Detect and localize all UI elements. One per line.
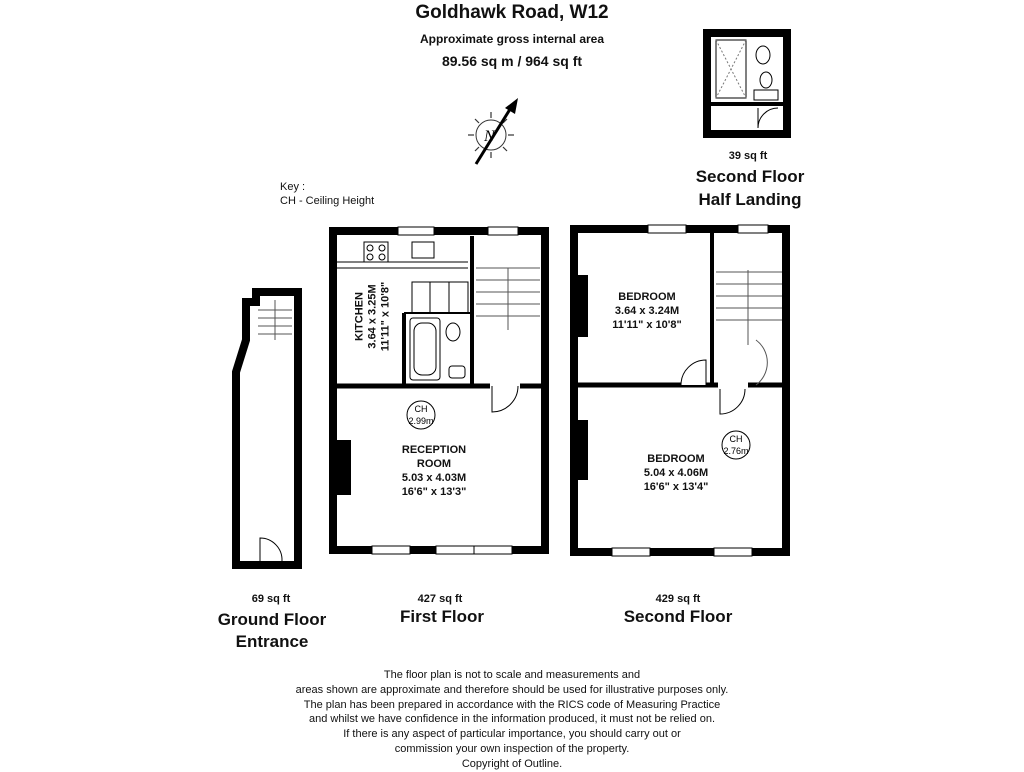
kitchen-name: KITCHEN (353, 292, 366, 341)
disclaimer-line: and whilst we have confidence in the information produced, it must not be relied on. (308, 713, 716, 726)
disclaimer-line: The plan has been prepared in accordance with the RICS code of Measuring Practice (303, 698, 721, 711)
bedroom-back-imperial: 11'11" x 10'8" (612, 319, 682, 331)
kitchen-metric: 3.64 x 3.25M (366, 284, 379, 349)
ground-floor-caption (182, 609, 362, 653)
half-landing-plan (707, 33, 787, 134)
bedroom-front-imperial: 16'6" x 13'4" (643, 481, 709, 493)
compass-rose-icon (468, 98, 518, 164)
second-floor-sqft: 429 sq ft (655, 593, 701, 605)
reception-metric: 5.03 x 4.03M (401, 472, 467, 484)
bedroom-front-metric: 5.04 x 4.06M (643, 467, 709, 479)
ch-label-second: CH (729, 434, 743, 444)
kitchen-label (345, 272, 395, 352)
ch-value: 2.99m (408, 416, 434, 426)
kitchen-imperial: 11'11" x 10'8" (379, 281, 392, 352)
half-landing-name: Second Floor (695, 167, 805, 186)
bedroom-back-metric: 3.64 x 3.24M (614, 305, 680, 317)
first-floor-sqft: 427 sq ft (417, 593, 463, 605)
ground-floor-name: Ground Floor (217, 610, 327, 629)
disclaimer-line: The floor plan is not to scale and measurements and (383, 669, 641, 681)
disclaimer-line: areas shown are approximate and therefore should be used for illustrative purposes only. (295, 683, 729, 696)
compass-letter: N (484, 128, 495, 145)
second-floor-name: Second Floor (623, 607, 733, 626)
half-landing-sub: Half Landing (698, 190, 802, 209)
reception-imperial: 16'6" x 13'3" (401, 486, 467, 498)
ch-label: CH (414, 404, 428, 414)
second-floor-plan (574, 225, 786, 556)
reception-name-2: ROOM (416, 458, 452, 470)
bedroom-back-name: BEDROOM (618, 291, 676, 303)
plan-title: Goldhawk Road, W12 (415, 2, 609, 23)
plan-subtitle: Approximate gross internal area (419, 32, 605, 46)
total-area: 89.56 sq m / 964 sq ft (441, 53, 583, 69)
bedroom-front-label (616, 452, 736, 494)
reception-name-1: RECEPTION (401, 444, 467, 456)
ground-floor-sqft: 69 sq ft (251, 593, 291, 605)
disclaimer-line: Copyright of Outline. (461, 757, 563, 770)
ch-value-second: 2.76m (723, 446, 749, 456)
ground-floor-plan (236, 292, 298, 565)
bedroom-back-label (587, 290, 707, 332)
half-landing-sqft: 39 sq ft (728, 150, 768, 162)
first-floor-name: First Floor (399, 607, 485, 626)
key-heading: Key : (280, 181, 306, 193)
key-entry: CH - Ceiling Height (280, 195, 375, 207)
ground-floor-sub: Entrance (235, 632, 309, 651)
disclaimer-line: commission your own inspection of the property. (394, 742, 630, 755)
disclaimer-line: If there is any aspect of particular importance, you should carry out or (343, 728, 681, 741)
disclaimer (0, 668, 1024, 772)
bedroom-front-name: BEDROOM (647, 453, 705, 465)
reception-label (374, 443, 494, 499)
half-landing-caption (660, 165, 840, 211)
